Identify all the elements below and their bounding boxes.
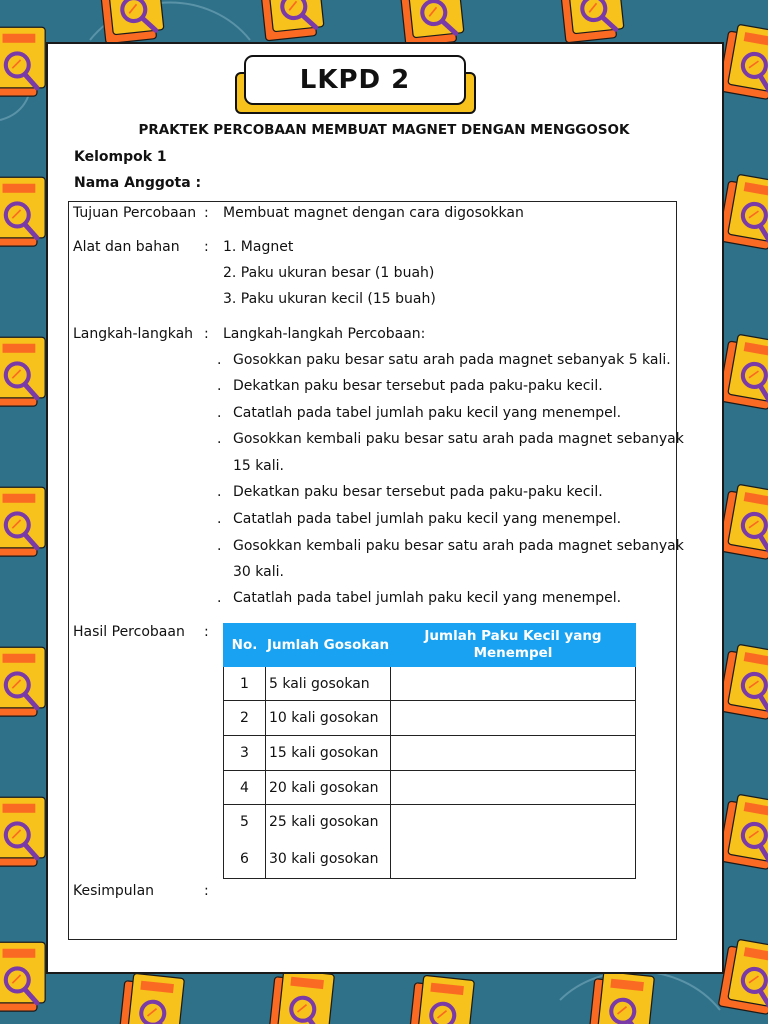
magnifier-folder-icon (269, 968, 335, 1024)
step-bullet: . (217, 405, 222, 421)
cell-no: 5 (224, 805, 266, 840)
table-row (224, 805, 636, 840)
cell-gosokan: 30 kali gosokan (266, 840, 391, 879)
magnifier-folder-icon (718, 793, 768, 871)
step-text: Catatlah pada tabel jumlah paku kecil yang menempel. (233, 405, 622, 421)
cell-paku-input[interactable] (391, 736, 636, 771)
magnifier-folder-icon (0, 337, 45, 406)
step-bullet: . (217, 378, 222, 394)
cell-no: 6 (224, 840, 266, 879)
cell-paku-input[interactable] (391, 701, 636, 736)
cell-gosokan: 15 kali gosokan (266, 736, 391, 771)
step-text-continued: 15 kali. (233, 458, 284, 474)
alat-item: 2. Paku ukuran besar (1 buah) (223, 265, 435, 281)
step-text: Dekatkan paku besar tersebut pada paku-paku kecil. (233, 484, 603, 500)
cell-paku-input[interactable] (391, 771, 636, 805)
kesimpulan-label: Kesimpulan (73, 883, 155, 899)
header-paku: Jumlah Paku Kecil yang Menempel (391, 624, 636, 667)
cell-no: 2 (224, 701, 266, 736)
hasil-colon: : (204, 624, 209, 640)
cell-gosokan: 25 kali gosokan (266, 805, 391, 840)
step-text: Gosokkan kembali paku besar satu arah pada magnet sebanyak (233, 538, 684, 554)
header-gosokan: Jumlah Gosokan (266, 624, 391, 667)
table-row (224, 701, 636, 736)
step-bullet: . (217, 484, 222, 500)
tujuan-label: Tujuan Percobaan (73, 205, 197, 221)
magnifier-folder-icon (409, 974, 475, 1024)
magnifier-folder-icon (589, 970, 655, 1024)
step-bullet: . (217, 511, 222, 527)
langkah-label: Langkah-langkah (73, 326, 194, 342)
step-bullet: . (217, 352, 222, 368)
table-row (224, 771, 636, 805)
tujuan-colon: : (204, 205, 209, 221)
step-bullet: . (217, 590, 222, 606)
magnifier-folder-icon (718, 333, 768, 411)
magnifier-folder-icon (0, 27, 45, 96)
magnifier-folder-icon (0, 487, 45, 556)
magnifier-folder-icon (0, 647, 45, 716)
step-text: Gosokkan kembali paku besar satu arah pada magnet sebanyak (233, 431, 684, 447)
alat-label: Alat dan bahan (73, 239, 180, 255)
kesimpulan-colon: : (204, 883, 209, 899)
magnifier-folder-icon (718, 643, 768, 721)
cell-no: 4 (224, 771, 266, 805)
langkah-intro: Langkah-langkah Percobaan: (223, 326, 426, 342)
step-text-continued: 30 kali. (233, 564, 284, 580)
group-label: Kelompok 1 (74, 149, 167, 165)
cell-gosokan: 10 kali gosokan (266, 701, 391, 736)
cell-gosokan: 20 kali gosokan (266, 771, 391, 805)
magnifier-folder-icon (119, 972, 185, 1024)
cell-no: 3 (224, 736, 266, 771)
magnifier-folder-icon (559, 0, 625, 43)
alat-item: 3. Paku ukuran kecil (15 buah) (223, 291, 436, 307)
table-row (224, 736, 636, 771)
alat-colon: : (204, 239, 209, 255)
step-text: Gosokkan paku besar satu arah pada magnet sebanyak 5 kali. (233, 352, 671, 368)
table-row (224, 667, 636, 701)
step-bullet: . (217, 538, 222, 554)
magnifier-folder-icon (718, 23, 768, 101)
page-title: LKPD 2 (244, 55, 466, 105)
step-text: Catatlah pada tabel jumlah paku kecil yang menempel. (233, 511, 622, 527)
magnifier-folder-icon (0, 942, 45, 1011)
tujuan-text: Membuat magnet dengan cara digosokkan (223, 205, 524, 221)
magnifier-folder-icon (718, 938, 768, 1016)
members-label: Nama Anggota : (74, 175, 202, 191)
hasil-label: Hasil Percobaan (73, 624, 185, 640)
step-text: Catatlah pada tabel jumlah paku kecil yang menempel. (233, 590, 622, 606)
step-text: Dekatkan paku besar tersebut pada paku-paku kecil. (233, 378, 603, 394)
magnifier-folder-icon (259, 0, 325, 41)
cell-no: 1 (224, 667, 266, 701)
magnifier-folder-icon (0, 797, 45, 866)
cell-paku-input[interactable] (391, 805, 636, 879)
alat-item: 1. Magnet (223, 239, 294, 255)
magnifier-folder-icon (0, 177, 45, 246)
step-bullet: . (217, 431, 222, 447)
magnifier-folder-icon (399, 0, 465, 47)
header-no: No. (224, 624, 266, 667)
cell-paku-input[interactable] (391, 667, 636, 701)
cell-gosokan: 5 kali gosokan (266, 667, 391, 701)
results-table (223, 623, 636, 879)
worksheet-heading: PRAKTEK PERCOBAAN MEMBUAT MAGNET DENGAN MENGGOSOK (138, 122, 630, 138)
magnifier-folder-icon (718, 173, 768, 251)
langkah-colon: : (204, 326, 209, 342)
magnifier-folder-icon (99, 0, 165, 44)
magnifier-folder-icon (718, 483, 768, 561)
